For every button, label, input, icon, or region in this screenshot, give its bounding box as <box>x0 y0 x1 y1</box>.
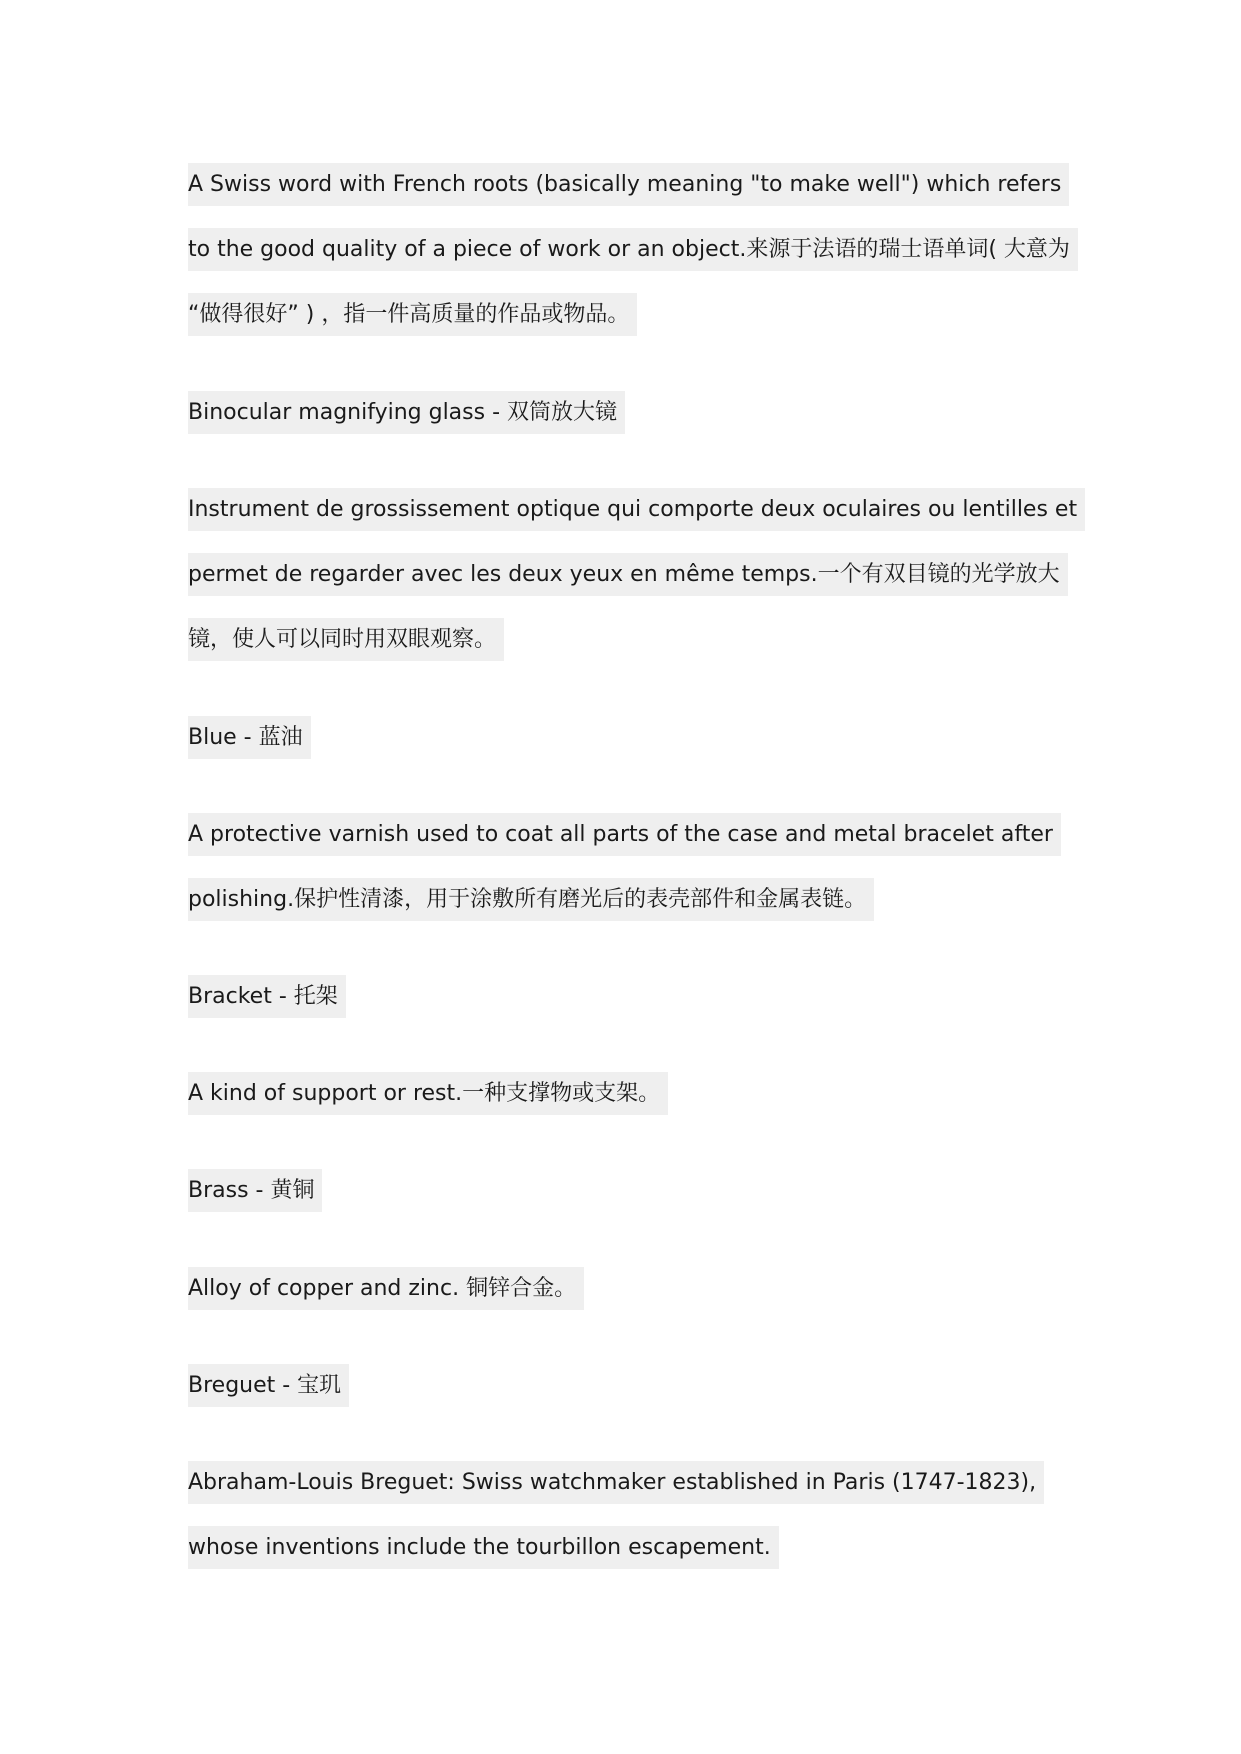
definition-text: Instrument de grossissement optique qui comporte deux oculaires ou lentilles et permet de regarder avec les deux yeux en même temps.一个有双目镜的光学放大镜，使人可以同时用双眼观察。 <box>188 488 1085 661</box>
definition-paragraph <box>188 1256 1088 1321</box>
term-heading <box>188 380 1088 445</box>
definition-text: A kind of support or rest.一种支撑物或支架。 <box>188 1072 668 1115</box>
term-heading <box>188 1353 1088 1418</box>
term-heading <box>188 705 1088 770</box>
definition-text: A Swiss word with French roots (basically meaning "to make well") which refers to the good quality of a piece of work or an object.来源于法语的瑞士语单词( 大意为 “做得很好” ) ，指一件高质量的作品或物品。 <box>188 163 1078 336</box>
definition-text: Alloy of copper and zinc. 铜锌合金。 <box>188 1267 584 1310</box>
term-text: Bracket - 托架 <box>188 975 346 1018</box>
definition-paragraph <box>188 152 1088 347</box>
definition-text: Abraham-Louis Breguet: Swiss watchmaker established in Paris (1747-1823), whose inventions include the tourbillon escapement. <box>188 1461 1044 1569</box>
definition-paragraph <box>188 477 1088 672</box>
term-text: Brass - 黄铜 <box>188 1169 322 1212</box>
definition-paragraph <box>188 1450 1088 1580</box>
term-heading <box>188 964 1088 1029</box>
definition-text: A protective varnish used to coat all parts of the case and metal bracelet after polishing.保护性清漆，用于涂敷所有磨光后的表壳部件和金属表链。 <box>188 813 1061 921</box>
definition-paragraph <box>188 802 1088 932</box>
definition-paragraph <box>188 1061 1088 1126</box>
term-text: Binocular magnifying glass - 双筒放大镜 <box>188 391 625 434</box>
term-heading <box>188 1158 1088 1223</box>
term-text: Blue - 蓝油 <box>188 716 311 759</box>
term-text: Breguet - 宝玑 <box>188 1364 349 1407</box>
